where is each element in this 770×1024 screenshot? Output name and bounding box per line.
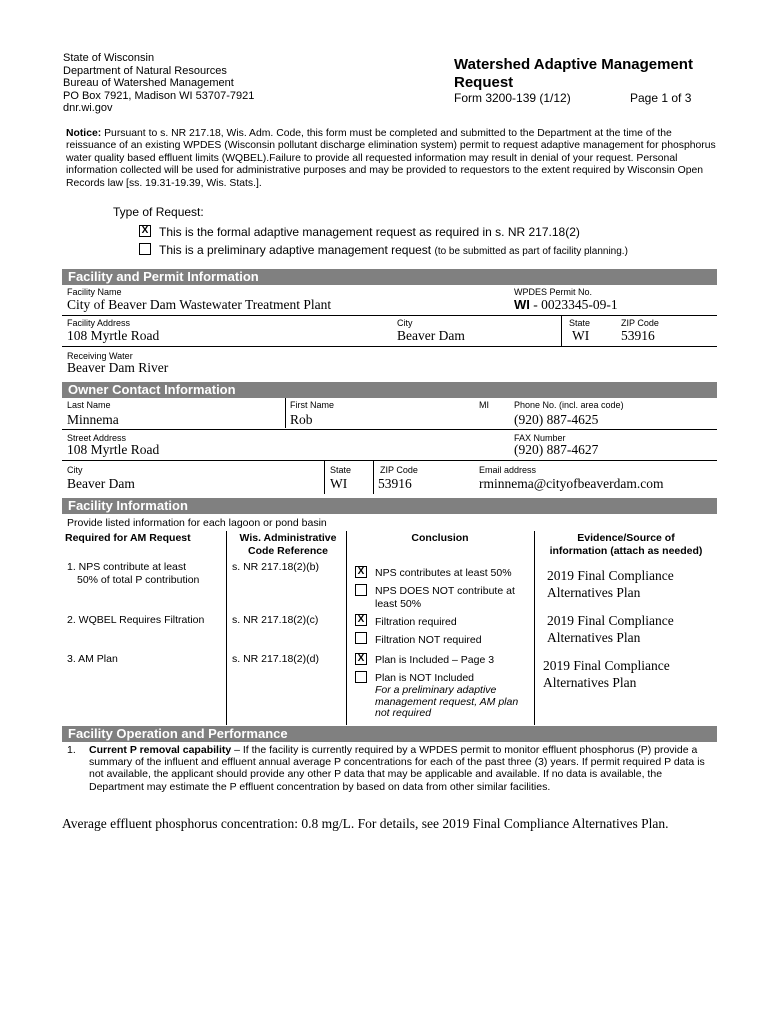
divider <box>324 461 325 494</box>
facility-zip-field[interactable]: 53916 <box>621 328 655 343</box>
row1-opt1-label: NPS contributes at least 50% <box>375 567 512 579</box>
facility-info-header: Facility Information <box>62 498 717 514</box>
fax-field[interactable]: (920) 887-4627 <box>514 442 599 457</box>
page-number: Page 1 of 3 <box>630 91 692 105</box>
p-removal-text: – If the facility is currently required by a WPDES permit to monitor effluent phosphorus (P) provide a summary of the influent and effluent annual average P concentrations for each of the past three (3) years. If permit required P data is not available, the applicant should provide any other P data that may be applicable and available. If no data is available, the Department may estimate the P effluent concentration by based on data from other similar facilities. <box>89 744 705 793</box>
row2-opt1-checkbox[interactable]: X <box>355 614 367 626</box>
preliminary-request-checkbox[interactable] <box>139 243 151 255</box>
facility-state-label: State <box>569 318 591 328</box>
facility-zip-label: ZIP Code <box>621 318 659 328</box>
divider <box>561 316 562 346</box>
col-required-header: Required for AM Request <box>65 532 191 544</box>
row3-code: s. NR 217.18(2)(d) <box>232 653 319 665</box>
row1-evidence[interactable] <box>547 567 674 601</box>
row2-evidence-line2: Alternatives Plan <box>547 630 641 645</box>
agency-block <box>63 52 254 115</box>
permit-field[interactable] <box>514 297 618 312</box>
row3-opt1-checkbox[interactable]: X <box>355 653 367 665</box>
p-removal-instructions <box>89 744 711 793</box>
owner-zip-field[interactable]: 53916 <box>378 476 412 491</box>
phone-label: Phone No. (incl. area code) <box>514 400 624 410</box>
divider <box>62 460 717 461</box>
divider <box>373 461 374 494</box>
owner-state-label: State <box>330 465 352 475</box>
agency-line: PO Box 7921, Madison WI 53707-7921 <box>63 89 255 102</box>
row3-evidence-line2: Alternatives Plan <box>543 675 637 690</box>
last-name-label: Last Name <box>67 400 111 410</box>
first-name-label: First Name <box>290 400 335 410</box>
row2-opt2-label: Filtration NOT required <box>375 634 482 646</box>
request-type-label: Type of Request: <box>113 205 204 219</box>
row1-opt2-checkbox[interactable] <box>355 584 367 596</box>
row1-evidence-line2: Alternatives Plan <box>547 585 641 600</box>
col-code-header <box>228 532 348 558</box>
permit-prefix: WI <box>514 297 530 312</box>
owner-city-label: City <box>67 465 83 475</box>
row3-opt1-label: Plan is Included – Page 3 <box>375 654 495 666</box>
divider <box>62 315 717 316</box>
facility-city-field[interactable]: Beaver Dam <box>397 328 465 343</box>
formal-request-checkbox[interactable]: X <box>139 225 151 237</box>
divider <box>346 531 347 725</box>
street-field[interactable]: 108 Myrtle Road <box>67 442 160 457</box>
preliminary-request-note: (to be submitted as part of facility planning.) <box>434 246 628 257</box>
row3-evidence-line1: 2019 Final Compliance <box>543 658 670 673</box>
row3-opt2-checkbox[interactable] <box>355 671 367 683</box>
row2-requirement: 2. WQBEL Requires Filtration <box>67 614 205 626</box>
row2-evidence[interactable] <box>547 612 674 646</box>
facility-name-label: Facility Name <box>67 287 122 297</box>
row1-evidence-line1: 2019 Final Compliance <box>547 568 674 583</box>
operation-header: Facility Operation and Performance <box>62 726 717 742</box>
receiving-water-label: Receiving Water <box>67 351 133 361</box>
col-code-header-line2: Code Reference <box>248 545 328 557</box>
row3-opt2-label: Plan is NOT Included <box>375 672 475 684</box>
row1-code: s. NR 217.18(2)(b) <box>232 561 319 573</box>
row3-requirement: 3. AM Plan <box>67 653 118 665</box>
divider <box>285 398 286 428</box>
email-field[interactable]: rminnema@cityofbeaverdam.com <box>479 476 664 491</box>
col-evidence-header <box>535 532 717 558</box>
preliminary-request-label <box>159 243 628 257</box>
agency-line: Bureau of Watershed Management <box>63 77 234 89</box>
divider <box>62 346 717 347</box>
email-label: Email address <box>479 465 537 475</box>
phone-field[interactable]: (920) 887-4625 <box>514 412 599 427</box>
row1-opt1-checkbox[interactable]: X <box>355 566 367 578</box>
permit-label: WPDES Permit No. <box>514 287 593 297</box>
row2-code: s. NR 217.18(2)(c) <box>232 614 319 626</box>
form-number: Form 3200-139 (1/12) <box>454 91 571 105</box>
row1-requirement-line1: 1. NPS contribute at least <box>67 561 187 573</box>
row2-evidence-line1: 2019 Final Compliance <box>547 613 674 628</box>
facility-address-field[interactable]: 108 Myrtle Road <box>67 328 160 343</box>
permit-number: - 0023345-09-1 <box>533 297 618 312</box>
row1-opt2-label: NPS DOES NOT contribute at least 50% <box>375 585 515 610</box>
col-code-header-line1: Wis. Administrative <box>239 532 337 544</box>
formal-request-label: This is the formal adaptive management request as required in s. NR 217.18(2) <box>159 225 580 239</box>
col-evidence-header-line2: information (attach as needed) <box>549 545 703 557</box>
first-name-field[interactable]: Rob <box>290 412 313 427</box>
agency-line: dnr.wi.gov <box>63 102 113 114</box>
divider <box>62 429 717 430</box>
notice-text <box>66 128 716 190</box>
agency-line: Department of Natural Resources <box>63 64 227 77</box>
facility-permit-header: Facility and Permit Information <box>62 269 717 285</box>
notice-body: Pursuant to s. NR 217.18, Wis. Adm. Code, this form must be completed and submitted to the Department at the time of the reissuance of an existing WPDES (Wisconsin pollutant discharge elimination system) permit to request adaptive management for phosphorus water quality based effluent limits (WQBEL).Failure to provide all requested information may result in denial of your request. Personal information collected will be used for administrative purposes and may be provided to requestors to the extent required by Wisconsin Open Records law [ss. 19.31-19.39, Wis. Stats.]. <box>66 128 716 189</box>
form-title <box>454 56 734 92</box>
owner-zip-label: ZIP Code <box>380 465 418 475</box>
facility-city-label: City <box>397 318 413 328</box>
row3-evidence[interactable] <box>543 657 670 691</box>
col-evidence-header-line1: Evidence/Source of <box>577 532 675 544</box>
mi-label: MI <box>479 400 489 410</box>
row1-requirement-line2: 50% of total P contribution <box>77 573 200 586</box>
owner-state-field[interactable]: WI <box>330 476 348 491</box>
facility-name-field[interactable]: City of Beaver Dam Wastewater Treatment Plant <box>67 297 332 312</box>
row1-requirement <box>67 561 199 586</box>
p-removal-title: Current P removal capability <box>89 744 232 756</box>
facility-address-label: Facility Address <box>67 318 131 328</box>
row2-opt1-label: Filtration required <box>375 616 457 628</box>
street-label: Street Address <box>67 433 127 443</box>
row2-opt2-checkbox[interactable] <box>355 632 367 644</box>
form-title-line1: Watershed Adaptive Management <box>454 56 693 73</box>
divider <box>534 531 535 725</box>
receiving-water-field[interactable]: Beaver Dam River <box>67 360 169 375</box>
preliminary-request-text: This is a preliminary adaptive management request <box>159 243 432 257</box>
fax-label: FAX Number <box>514 433 566 443</box>
facility-state-field[interactable]: WI <box>572 328 590 343</box>
p-removal-answer[interactable]: Average effluent phosphorus concentration: 0.8 mg/L. For details, see 2019 Final Compliance Alternatives Plan. <box>62 816 669 831</box>
item-number: 1. <box>67 744 76 756</box>
owner-contact-header: Owner Contact Information <box>62 382 717 398</box>
row3-opt2-note: For a preliminary adaptive management request, AM plan not required <box>375 684 519 719</box>
col-conclusion-header: Conclusion <box>411 532 469 544</box>
notice-label: Notice: <box>66 128 102 139</box>
owner-city-field[interactable]: Beaver Dam <box>67 476 135 491</box>
agency-line: State of Wisconsin <box>63 52 155 64</box>
facility-info-intro: Provide listed information for each lagoon or pond basin <box>67 517 327 529</box>
last-name-field[interactable]: Minnema <box>67 412 119 427</box>
form-title-line2: Request <box>454 74 514 91</box>
divider <box>226 531 227 725</box>
